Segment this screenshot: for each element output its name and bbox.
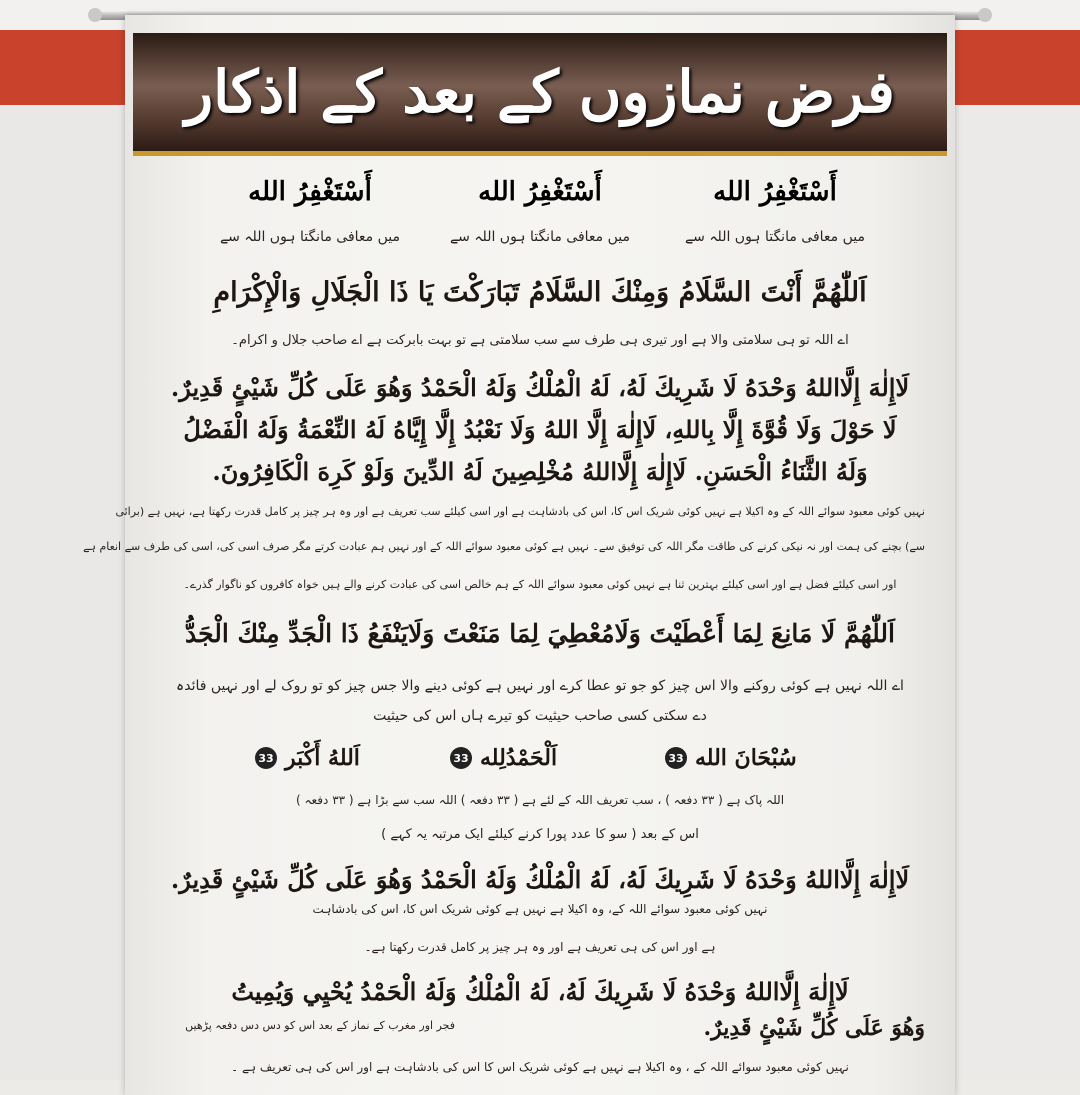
istighfar-urdu: میں معافی مانگتا ہوں اللہ سے bbox=[219, 229, 401, 245]
tasbeeh-text: اَلْحَمْدُلِله bbox=[480, 745, 558, 771]
istighfar-urdu: میں معافی مانگتا ہوں اللہ سے bbox=[684, 229, 866, 245]
wall-banner bbox=[83, 15, 955, 1095]
tahleel-yuhyi-arabic-1: لَاإِلٰهَ إِلَّااللهُ وَحْدَهُ لَا شَرِيكَ لَهُ، لَهُ الْمُلْكُ وَلَهُ الْحَمْدُ يُحْيِي وَيُمِيتُ bbox=[231, 977, 849, 1006]
tasbeeh-text: اَللهُ أَكْبَر bbox=[285, 745, 360, 771]
tahleel-short-urdu-1: نہیں کوئی معبود سوائے اللہ کے، وہ اکیلا ہے نہیں ہے کوئی شریک اس کا، اس کی بادشاہت bbox=[312, 902, 768, 916]
istighfar-arabic: أَسْتَغْفِرُ الله bbox=[478, 177, 602, 207]
tahleel-yuhyi-note: فجر اور مغرب کے نماز کے بعد اس کو دس دس دفعہ پڑھیں bbox=[185, 1019, 455, 1032]
tahleel-yuhyi-urdu: نہیں کوئی معبود سوائے اللہ کے ، وہ اکیلا ہے نہیں ہے کوئی شریک اس کا اس کی بادشاہت ہے اور اس کی ہی تعریف ہے ۔ bbox=[231, 1060, 849, 1074]
tahleel-long-line-3: وَلَهُ الثَّنَاءُ الْحَسَنِ. لَاإِلٰهَ إِلَّااللهُ مُخْلِصِينَ لَهُ الدِّينَ وَلَوْ كَرِهَ الْكَافِرُونَ. bbox=[212, 457, 868, 486]
dua-mani-arabic: اَللّٰهُمَّ لَا مَانِعَ لِمَا أَعْطَيْتَ وَلَامُعْطِيَ لِمَا مَنَعْتَ وَلَايَنْفَعُ ذَا الْجَدِّ مِنْكَ الْجَدُّ bbox=[185, 619, 895, 648]
tasbeeh-subhanallah bbox=[665, 745, 797, 771]
tahleel-long-urdu-1: نہیں کوئی معبود سوائے اللہ کے وہ اکیلا ہے نہیں کوئی شریک اس کا، اس کی بادشاہت ہے اور اسی کیلئے سب تعریف ہے اور وہ ہر چیز پر کامل قدرت رکھتا ہے، نہیں ہے (برائی bbox=[115, 505, 925, 518]
dua-mani-urdu-1: اے اللہ نہیں ہے کوئی روکنے والا اس چیز کو جو تو عطا کرے اور نہیں ہے کوئی دینے والا جس چیز کو تو روک لے اور نہیں فائدہ bbox=[176, 678, 904, 694]
istighfar-block-3 bbox=[195, 177, 425, 245]
tasbeeh-urdu: اللہ پاک ہے ( ۳۳ دفعہ ) ، سب تعریف اللہ کے لئے ہے ( ۳۳ دفعہ ) اللہ سب سے بڑا ہے ( ۳۳ دفعہ ) bbox=[295, 793, 785, 807]
tahleel-long-urdu-2: سے) بچنے کی ہمت اور نہ نیکی کرنے کی طاقت مگر اللہ کی توفیق سے۔ نہیں ہے کوئی معبود سوائے اللہ کے اور نہیں ہم عبادت کرتے مگر صرف اسی کی، اسی کی طرف سے انعام ہے bbox=[83, 540, 925, 553]
wall-right bbox=[950, 105, 1080, 1080]
rod-cap-left bbox=[88, 8, 102, 22]
tahleel-yuhyi-arabic-2: وَهُوَ عَلَى كُلِّ شَيْئٍ قَدِيرٌ. bbox=[703, 1015, 925, 1041]
tahleel-short-urdu-2: ہے اور اس کی ہی تعریف ہے اور وہ ہر چیز پر کامل قدرت رکھتا ہے۔ bbox=[364, 940, 716, 954]
after-note: اس کے بعد ( سو کا عدد پورا کرنے کیلئے ایک مرتبہ یہ کہے ) bbox=[381, 827, 699, 842]
count-badge: 33 bbox=[450, 747, 472, 769]
tahleel-short-arabic: لَاإِلٰهَ إِلَّااللهُ وَحْدَهُ لَا شَرِيكَ لَهُ، لَهُ الْمُلْكُ وَلَهُ الْحَمْدُ وَهُوَ عَلَى كُلِّ شَيْئٍ قَدِيرٌ. bbox=[170, 865, 910, 894]
istighfar-block-1 bbox=[660, 177, 890, 245]
wall-left bbox=[0, 105, 130, 1080]
banner-title: فرض نمازوں کے بعد کے اذکار bbox=[185, 58, 895, 126]
dua-mani-urdu-2: دے سکتی کسی صاحب حیثیت کو تیرے ہاں اس کی حیثیت bbox=[373, 708, 707, 724]
banner-header bbox=[133, 33, 947, 151]
count-badge: 33 bbox=[255, 747, 277, 769]
header-gold-line bbox=[133, 151, 947, 156]
tasbeeh-allahuakbar bbox=[255, 745, 360, 771]
count-badge: 33 bbox=[665, 747, 687, 769]
istighfar-arabic: أَسْتَغْفِرُ الله bbox=[713, 177, 837, 207]
istighfar-arabic: أَسْتَغْفِرُ الله bbox=[248, 177, 372, 207]
tahleel-long-line-1: لَاإِلٰهَ إِلَّااللهُ وَحْدَهُ لَا شَرِيكَ لَهُ، لَهُ الْمُلْكُ وَلَهُ الْحَمْدُ وَهُوَ عَلَى كُلِّ شَيْئٍ قَدِيرٌ. bbox=[170, 373, 910, 402]
rod-cap-right bbox=[978, 8, 992, 22]
istighfar-urdu: میں معافی مانگتا ہوں اللہ سے bbox=[449, 229, 631, 245]
tahleel-long-urdu-3: اور اسی کیلئے فضل ہے اور اسی کیلئے بہترین ثنا ہے نہیں کوئی معبود سوائے اللہ کے ہم خالص اسی کی عبادت کرنے والے ہیں خواہ کافروں کو ناگوار گذرے۔ bbox=[183, 578, 897, 591]
tasbeeh-text: سُبْحَانَ الله bbox=[695, 745, 797, 771]
istighfar-block-2 bbox=[425, 177, 655, 245]
dua-salam-arabic: اَللّٰهُمَّ أَنْتَ السَّلَامُ وَمِنْكَ السَّلَامُ تَبَارَكْتَ يَا ذَا الْجَلَالِ وَالْإِكْرَامِ bbox=[213, 277, 867, 308]
tahleel-long-line-2: لَا حَوْلَ وَلَا قُوَّةَ إِلَّا بِاللهِ، لَاإِلٰهَ إِلَّا اللهُ وَلَا نَعْبُدُ إِلَّا إِيَّاهُ لَهُ النِّعْمَةُ وَلَهُ الْفَضْلُ bbox=[183, 415, 897, 444]
tasbeeh-alhamdulillah bbox=[450, 745, 557, 771]
dua-salam-urdu: اے اللہ تو ہی سلامتی والا ہے اور تیری ہی طرف سے سب سلامتی ہے تو بہت بابرکت ہے اے صاحب جلال و اکرام۔ bbox=[231, 333, 849, 348]
